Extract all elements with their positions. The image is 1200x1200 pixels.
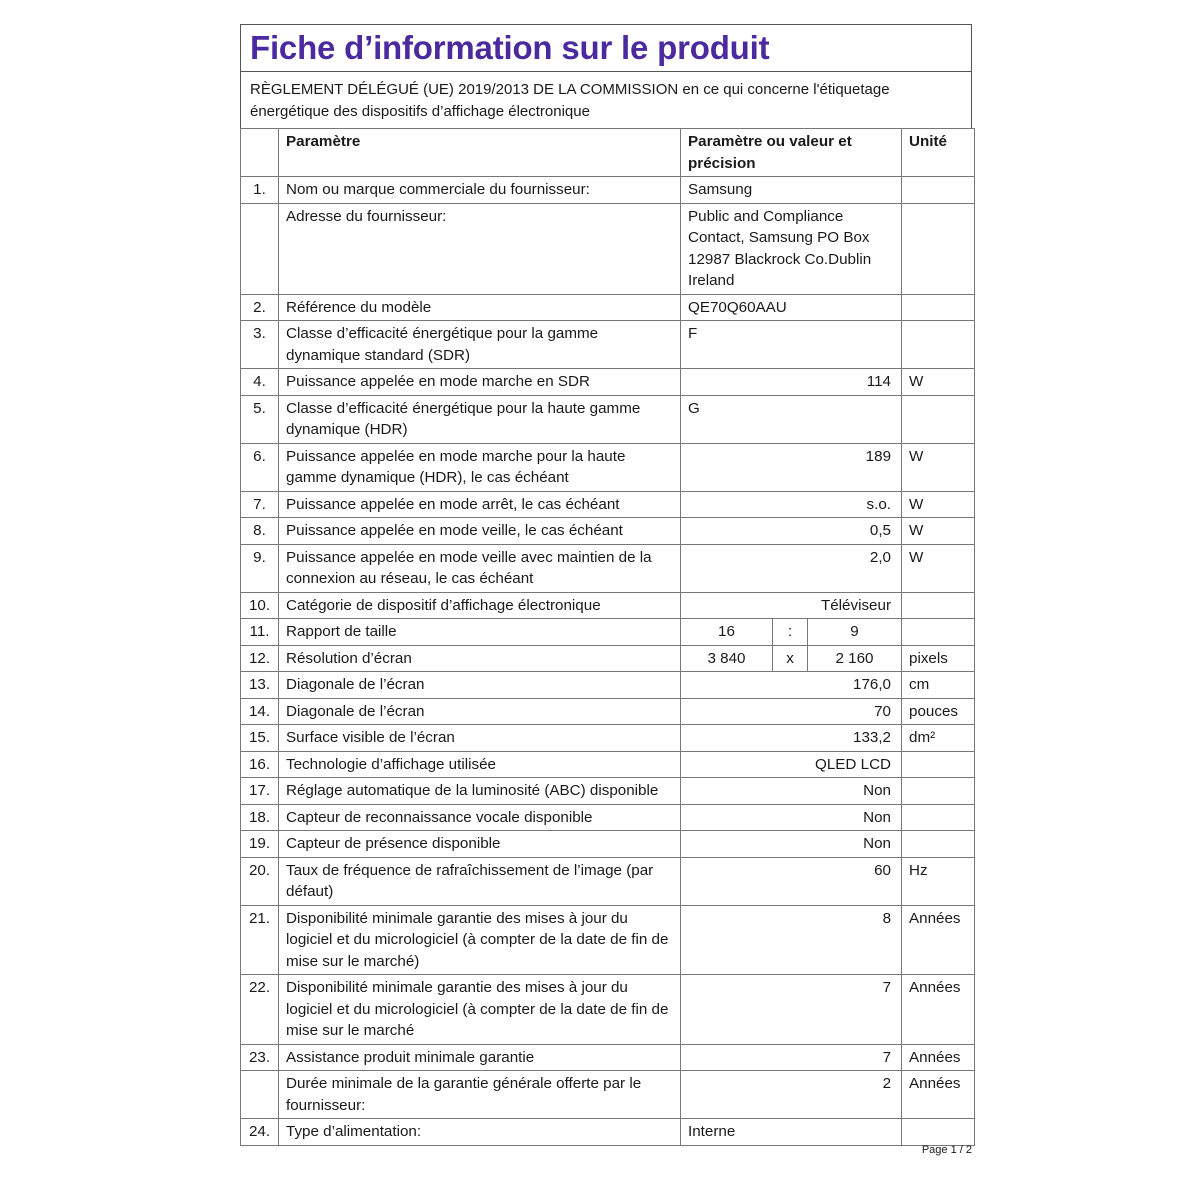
row-value: Interne [681,1119,902,1146]
row-parameter: Technologie d’affichage utilisée [279,751,681,778]
row-parameter: Puissance appelée en mode marche pour la haute gamme dynamique (HDR), le cas échéant [279,443,681,491]
row-parameter: Adresse du fournisseur: [279,203,681,294]
row-value: s.o. [681,491,902,518]
row-unit: Années [902,1044,975,1071]
row-parameter: Puissance appelée en mode veille, le cas échéant [279,518,681,545]
row-unit: W [902,491,975,518]
row-number: 13. [241,672,279,699]
row-unit: W [902,443,975,491]
header-unit: Unité [902,129,975,177]
row-number: 12. [241,645,279,672]
row-unit [902,203,975,294]
row-unit: W [902,544,975,592]
table-row [241,725,975,752]
row-value-part: 2 160 [808,645,902,672]
sheet-header [240,24,972,128]
row-parameter: Puissance appelée en mode veille avec maintien de la connexion au réseau, le cas échéant [279,544,681,592]
row-unit [902,321,975,369]
row-parameter: Taux de fréquence de rafraîchissement de l’image (par défaut) [279,857,681,905]
row-number: 16. [241,751,279,778]
row-parameter: Durée minimale de la garantie générale offerte par le fournisseur: [279,1071,681,1119]
parameters-table [240,128,975,1146]
row-parameter: Puissance appelée en mode marche en SDR [279,369,681,396]
row-value: 8 [681,905,902,975]
row-unit: Années [902,975,975,1045]
table-row [241,672,975,699]
table-row [241,491,975,518]
row-parameter: Assistance produit minimale garantie [279,1044,681,1071]
table-row [241,804,975,831]
row-unit [902,294,975,321]
row-unit: pixels [902,645,975,672]
row-value-part: 16 [681,619,773,646]
row-number: 15. [241,725,279,752]
table-row [241,443,975,491]
row-unit: dm² [902,725,975,752]
row-value-separator: : [773,619,808,646]
row-number: 19. [241,831,279,858]
row-unit: Années [902,905,975,975]
table-row [241,778,975,805]
header-parameter: Paramètre [279,129,681,177]
table-row [241,369,975,396]
table-row [241,321,975,369]
row-value-part: 9 [808,619,902,646]
row-value: 2,0 [681,544,902,592]
row-parameter: Capteur de reconnaissance vocale disponible [279,804,681,831]
table-row [241,1071,975,1119]
row-unit: cm [902,672,975,699]
row-number [241,203,279,294]
row-parameter: Classe d’efficacité énergétique pour la haute gamme dynamique (HDR) [279,395,681,443]
row-parameter: Capteur de présence disponible [279,831,681,858]
table-row [241,1119,975,1146]
row-number: 3. [241,321,279,369]
row-parameter: Nom ou marque commerciale du fournisseur: [279,177,681,204]
row-value: 70 [681,698,902,725]
table-row [241,592,975,619]
row-value: Téléviseur [681,592,902,619]
row-number: 21. [241,905,279,975]
row-number: 22. [241,975,279,1045]
regulation-subtitle: RÈGLEMENT DÉLÉGUÉ (UE) 2019/2013 DE LA COMMISSION en ce qui concerne l'étiquetage énergétique des dispositifs d’affichage électronique [250,81,890,120]
table-row [241,294,975,321]
row-number: 6. [241,443,279,491]
table-row [241,831,975,858]
table-row [241,395,975,443]
row-number: 11. [241,619,279,646]
row-unit [902,592,975,619]
row-value-part: 3 840 [681,645,773,672]
table-row [241,544,975,592]
row-number: 18. [241,804,279,831]
header-value: Paramètre ou valeur et précision [681,129,902,177]
table-row [241,645,975,672]
row-parameter: Disponibilité minimale garantie des mises à jour du logiciel et du micrologiciel (à compter de la date de fin de mise sur le marché) [279,905,681,975]
row-value: G [681,395,902,443]
row-number [241,1071,279,1119]
row-number: 5. [241,395,279,443]
table-row [241,203,975,294]
row-number: 9. [241,544,279,592]
row-unit [902,395,975,443]
row-number: 2. [241,294,279,321]
row-unit: Années [902,1071,975,1119]
row-number: 8. [241,518,279,545]
row-unit [902,831,975,858]
table-row [241,619,975,646]
table-row [241,905,975,975]
row-unit [902,619,975,646]
table-row [241,857,975,905]
row-number: 4. [241,369,279,396]
row-parameter: Classe d’efficacité énergétique pour la gamme dynamique standard (SDR) [279,321,681,369]
row-value: F [681,321,902,369]
row-value: Public and Compliance Contact, Samsung PO Box 12987 Blackrock Co.Dublin Ireland [681,203,902,294]
table-row [241,1044,975,1071]
row-parameter: Surface visible de l’écran [279,725,681,752]
row-number: 10. [241,592,279,619]
row-value: 7 [681,975,902,1045]
row-number: 23. [241,1044,279,1071]
row-parameter: Résolution d’écran [279,645,681,672]
row-value: 7 [681,1044,902,1071]
row-value: 176,0 [681,672,902,699]
row-number: 1. [241,177,279,204]
row-unit: W [902,369,975,396]
row-value: Non [681,831,902,858]
row-parameter: Puissance appelée en mode arrêt, le cas échéant [279,491,681,518]
row-unit [902,778,975,805]
row-value: QLED LCD [681,751,902,778]
page-number: Page 1 / 2 [921,1144,972,1156]
row-unit: W [902,518,975,545]
header-number-cell [241,129,279,177]
row-parameter: Catégorie de dispositif d’affichage électronique [279,592,681,619]
table-row [241,975,975,1045]
row-parameter: Réglage automatique de la luminosité (ABC) disponible [279,778,681,805]
row-unit [902,751,975,778]
row-value: 114 [681,369,902,396]
row-value: 60 [681,857,902,905]
row-parameter: Rapport de taille [279,619,681,646]
row-unit: Hz [902,857,975,905]
row-unit [902,177,975,204]
row-number: 14. [241,698,279,725]
row-value: 133,2 [681,725,902,752]
table-row [241,177,975,204]
row-parameter: Disponibilité minimale garantie des mises à jour du logiciel et du micrologiciel (à compter de la date de fin de mise sur le marché [279,975,681,1045]
page-title: Fiche d’information sur le produit [241,25,971,72]
row-unit: pouces [902,698,975,725]
row-value: 189 [681,443,902,491]
row-value: 2 [681,1071,902,1119]
row-value: Non [681,778,902,805]
row-parameter: Type d’alimentation: [279,1119,681,1146]
table-row [241,698,975,725]
row-parameter: Diagonale de l’écran [279,698,681,725]
row-parameter: Diagonale de l’écran [279,672,681,699]
row-number: 17. [241,778,279,805]
row-unit [902,1119,975,1146]
row-value: Non [681,804,902,831]
row-value: Samsung [681,177,902,204]
row-unit [902,804,975,831]
row-value: QE70Q60AAU [681,294,902,321]
product-information-sheet [240,24,972,1146]
table-row [241,518,975,545]
table-row [241,751,975,778]
row-value: 0,5 [681,518,902,545]
row-value-separator: x [773,645,808,672]
row-parameter: Référence du modèle [279,294,681,321]
row-number: 20. [241,857,279,905]
table-header-row [241,129,975,177]
row-number: 7. [241,491,279,518]
row-number: 24. [241,1119,279,1146]
